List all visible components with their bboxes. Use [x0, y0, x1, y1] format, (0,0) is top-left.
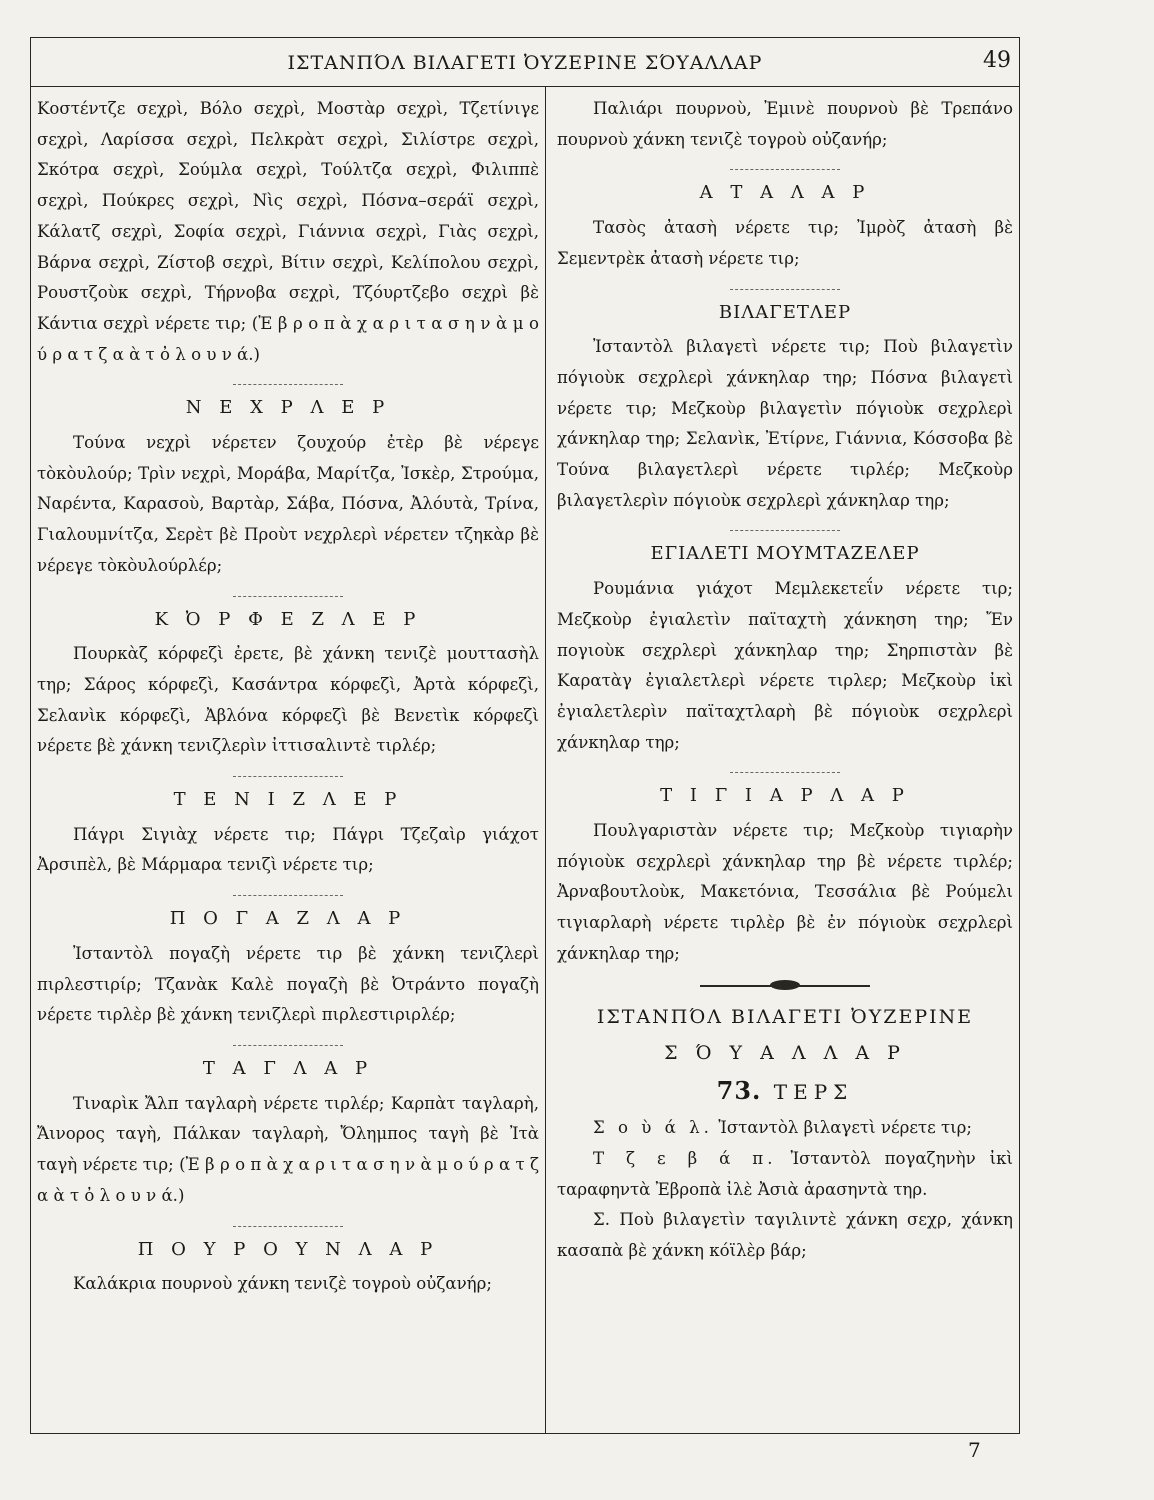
- question-text: Ποὺ βιλαγετὶν ταγιλιντὲ χάνκη σεχρ, χάνκη κασαπὰ βὲ χάνκη κόϊλὲρ βάρ;: [557, 1210, 1014, 1261]
- column-divider: [545, 86, 546, 1433]
- tributary-heading: ΕΓΙΑΛΕΤΙ ΜΟΥΜΤΑΖΕΛΕΡ: [650, 543, 920, 565]
- tributary-paragraph: Ρουμάνια γιάχοτ Μεμλεκετεΐν νέρετε τιρ; Μεζκοὺρ ἐγιαλετὶν παϊταχτὴ χάνκηση τηρ; Ἔν πογιοὺκ σεχρλερὶ χάνκηλαρ τηρ; Σηρπιστὰν βὲ Καρατὰγ ἐγιαλετλερὶ νέρετε τιρλερ; Μεζκοὺρ ἰκὶ ἐγιαλετλερὶν παϊταχτλαρὴ βὲ πόγιοὺκ σεχρλερὶ χάνκηλαρ τηρ;: [557, 579, 1013, 752]
- regions-paragraph: Πουλγαριστὰν νέρετε τιρ; Μεζκοὺρ τιγιαρὴν πόγιοὺκ σεχρλερὶ χάνκηλαρ τηρ βὲ νέρετε τιρλέρ; Ἀρναβουτλοὺκ, Μακετόνια, Τεσσάλια βὲ Ρούμελι τιγιαρλαρὴ νέρετε τιρλὲρ βὲ ἐν πόγιοὺκ σεχρλερὶ χάνκηλαρ τηρ;: [557, 821, 1013, 963]
- question-2: [557, 1205, 1013, 1266]
- left-column: [37, 94, 539, 1433]
- answer-1: [557, 1144, 1013, 1205]
- header-title: ΙΣΤΑΝΠΌΛ ΒΙΛΑΓΕΤΙ ὈΥΖΕΡΙΝΕ ΣΌΥΑΛΛΑΡ: [287, 52, 763, 74]
- lesson-heading: [557, 1076, 1013, 1108]
- lesson-number: 73.: [716, 1075, 762, 1105]
- capes-heading: Π Ο Υ Ρ Ο Υ Ν Λ Α Ρ: [137, 1238, 439, 1260]
- separator: [233, 1220, 343, 1227]
- separator: [233, 889, 343, 896]
- separator: [233, 590, 343, 597]
- answer-label: Τ ζ ε β ά π.: [593, 1148, 777, 1168]
- capes-continued-paragraph: Παλιάρι πουρνοὺ, Ἐμινὲ πουρνοὺ βὲ Τρεπάνο πουρνοὺ χάνκη τενιζὲ τογροὺ οὐζανήρ;: [557, 99, 1013, 149]
- gulfs-heading: Κ Ὀ Ρ Φ Ε Ζ Λ Ε Ρ: [154, 608, 422, 630]
- ornament-knot: [770, 980, 800, 990]
- right-column: [557, 94, 1013, 1433]
- page-frame: [30, 37, 1020, 1434]
- islands-paragraph: Τασὸς ἀτασὴ νέρετε τιρ; Ἰμρὸζ ἀτασὴ βὲ Σεμεντρὲκ ἀτασὴ νέρετε τιρ;: [557, 218, 1013, 268]
- separator: [730, 524, 840, 531]
- question-label: Σ ο ὺ ά λ.: [593, 1118, 713, 1138]
- provinces-heading: ΒΙΛΑΓΕΤΛΕΡ: [718, 301, 852, 323]
- question-label: Σ.: [593, 1210, 611, 1230]
- regions-heading: Τ Ι Γ Ι Α Ρ Λ Α Ρ: [660, 785, 910, 807]
- page-number: 49: [983, 48, 1011, 73]
- signature-mark: 7: [968, 1438, 981, 1462]
- seas-heading: Τ Ε Ν Ι Ζ Λ Ε Ρ: [173, 789, 403, 811]
- separator: [233, 770, 343, 777]
- running-header: [31, 38, 1019, 87]
- separator: [233, 1039, 343, 1046]
- question-1: [557, 1113, 1013, 1144]
- provinces-paragraph: Ἰσταντὸλ βιλαγετὶ νέρετε τιρ; Ποὺ βιλαγετὶν πόγιοὺκ σεχρλερὶ χάνκηλαρ τηρ; Πόσνα βιλαγετὶ νέρετε τιρ; Μεζκοὺρ βιλαγετὶν πόγιοὺκ σεχρλερὶ χάνκηλαρ τηρ; Σελανὶκ, Ἐτίρνε, Γιάννια, Κόσσοβα βὲ Τούνα βιλαγετλερὶ νέρετε τιρλέρ; Μεζκοὺρ βιλαγετλερὶν πόγιοὺκ σεχρλερὶ χάνκηλαρ τηρ;: [557, 337, 1013, 510]
- question-text: Ἰσταντὸλ βιλαγετὶ νέρετε τιρ;: [718, 1118, 973, 1138]
- section-title: ΙΣΤΑΝΠΌΛ ΒΙΛΑΓΕΤΙ ὈΥΖΕΡΙΝΕ: [596, 1005, 974, 1028]
- separator: [233, 378, 343, 385]
- lesson-word: ΤΕΡΣ: [773, 1079, 854, 1104]
- gulfs-paragraph: Πουρκὰζ κόρφεζὶ ἐρετε, βὲ χάνκη τενιζὲ μουττασὴλ τηρ; Σάρος κόρφεζὶ, Κασάντρα κόρφεζὶ, Ἀρτὰ κόρφεζὶ, Σελανὶκ κόρφεζὶ, Ἀβλόνα κόρφεζὶ βὲ Βενετὶκ κόρφεζὶ νέρετε βὲ χάνκη τενιζλερὶν ἰττισαλιντὲ τιρλέρ;: [37, 644, 539, 756]
- rivers-paragraph: Τούνα νεχρὶ νέρετεν ζουχούρ ἐτὲρ βὲ νέρεγε τὸκὸυλούρ; Τρὶν νεχρὶ, Μοράβα, Μαρίτζα, Ἰσκὲρ, Στρούμα, Ναρέντα, Καρασοὺ, Βαρτὰρ, Σάβα, Πόσνα, Ἀλόυτὰ, Τρίνα, Γιαλουμνίτζα, Σερὲτ βὲ Προὺτ νεχρλερὶ νέρετεν τζηκὰρ βὲ νέρεγε τὸκὸυλούρλέρ;: [37, 433, 539, 575]
- separator: [730, 283, 840, 290]
- separator: [730, 766, 840, 773]
- capes-paragraph: Καλάκρια πουρνοὺ χάνκη τενιζὲ τογροὺ οὐζανήρ;: [73, 1274, 492, 1294]
- rivers-heading: Ν Ε Χ Ρ Λ Ε Ρ: [185, 397, 391, 419]
- mountains-heading: Τ Α Γ Λ Α Ρ: [202, 1057, 374, 1079]
- cities-paragraph: Κοστέντζε σεχρὶ, Βόλο σεχρὶ, Μοστὰρ σεχρὶ, Τζετίνιγε σεχρὶ, Λαρίσσα σεχρὶ, Πελκρὰτ σεχρὶ, Σιλίστρε σεχρὶ, Σκότρα σεχρὶ, Σούμλα σεχρὶ, Τούλτζα σεχρὶ, Φιλιππὲ σεχρὶ, Πούκρες σεχρὶ, Νὶς σεχρὶ, Πόσνα–σεράϊ σεχρὶ, Κάλατζ σεχρὶ, Σοφία σεχρὶ, Γιάννια σεχρὶ, Γιὰς σεχρὶ, Βάρνα σεχρὶ, Ζίστοβ σεχρὶ, Βίτιν σεχρὶ, Κελίπολου σεχρὶ, Ρουστζοὺκ σεχρὶ, Τήρνοβα σεχρὶ, Τζόυρτζεβο σεχρὶ βὲ Κάντια σεχρὶ νέρετε τιρ; (Ἐ β ρ ο π ὰ χ α ρ ι τ α σ η ν ὰ μ ο ύ ρ α τ ζ α ὰ τ ὀ λ ο υ ν ά.): [37, 99, 539, 364]
- straits-paragraph: Ἰσταντὸλ πογαζὴ νέρετε τιρ βὲ χάνκη τενιζλερὶ πιρλεστιρίρ; Τζανὰκ Καλὲ πογαζὴ βὲ Ὀτράντο πογαζὴ νέρετε τιρλὲρ βὲ χάνκη τενιζλερὶ πιρλεστιριρλέρ;: [37, 943, 539, 1025]
- section-subtitle: Σ Ό Υ Α Λ Λ Α Ρ: [664, 1041, 906, 1064]
- straits-heading: Π Ο Γ Α Ζ Λ Α Ρ: [169, 908, 407, 930]
- separator: [730, 163, 840, 170]
- mountains-paragraph: Τιναρὶκ Ἄλπ ταγλαρὴ νέρετε τιρλέρ; Καρπὰτ ταγλαρὴ, Ἄινορος ταγὴ, Πάλκαν ταγλαρὴ, Ὄλημπος ταγὴ βὲ Ἰτὰ ταγὴ νέρετε τιρ; (Ἐ β ρ ο π ὰ χ α ρ ι τ α σ η ν ὰ μ ο ύ ρ α τ ζ α ὰ τ ὀ λ ο υ ν ά.): [37, 1093, 539, 1205]
- ornament-rule: [700, 980, 870, 992]
- islands-heading: Α Τ Α Λ Α Ρ: [699, 182, 871, 204]
- seas-paragraph: Πάγρι Σιγιὰχ νέρετε τιρ; Πάγρι Τζεζαὶρ γιάχοτ Ἀρσιπὲλ, βὲ Μάρμαρα τενιζὶ νέρετε τιρ;: [37, 824, 539, 875]
- answer-text: Ἰσταντὸλ πογαζηνὴν ἰκὶ ταραφηντὰ Ἐβροπὰ ἰλὲ Ἀσιὰ ἀρασηντὰ τηρ.: [557, 1148, 1014, 1199]
